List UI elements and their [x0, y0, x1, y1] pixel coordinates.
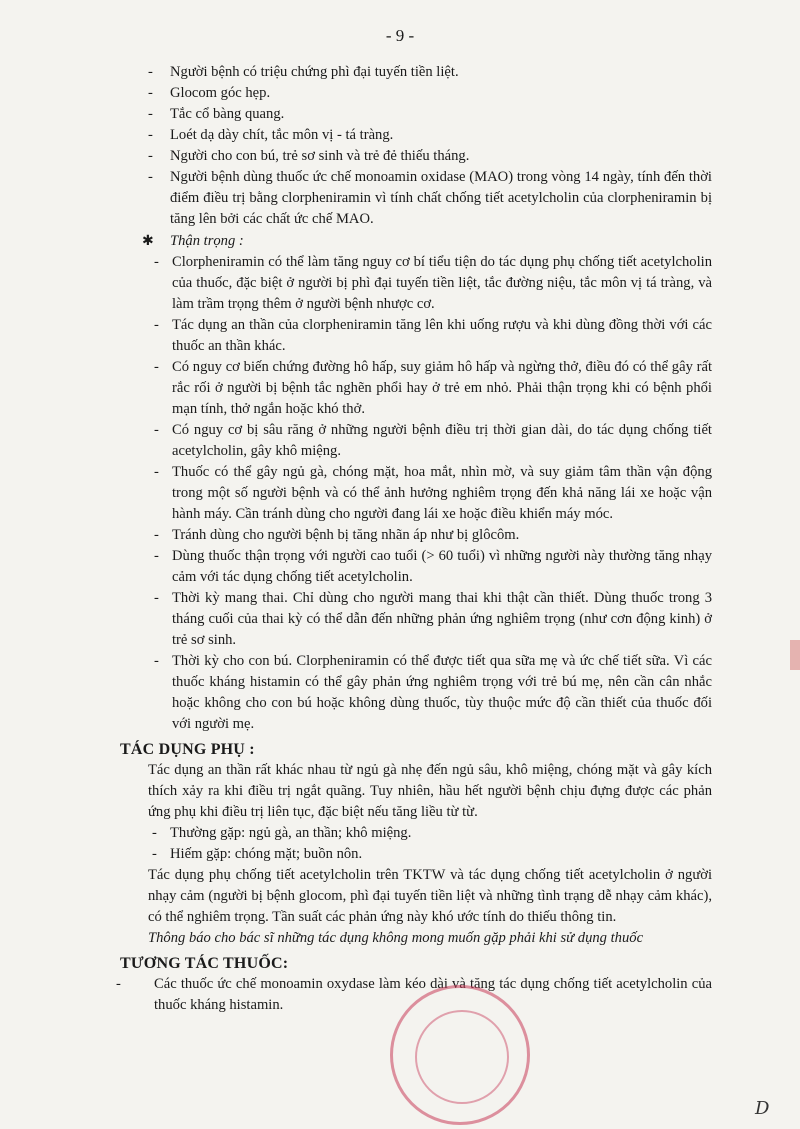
list-item: - Người cho con bú, trẻ sơ sinh và trẻ đẻ thiếu tháng.: [148, 148, 470, 164]
stamp-inner-ring: [415, 1010, 509, 1104]
list-item: - Thường gặp: ngủ gà, an thần; khô miệng.: [152, 825, 412, 841]
list-item: - Dùng thuốc thận trọng với người cao tuổi (> 60 tuổi) vì những người này thường tăng nhạy cảm với tác dụng chống tiết acetylcholin.: [154, 548, 712, 585]
list-item: - Thuốc có thể gây ngủ gà, chóng mặt, hoa mắt, nhìn mờ, và suy giảm tâm thần vận động trong một số người bệnh và có thể ảnh hưởng nghiêm trọng đến khả năng lái xe hoặc vận hành máy. Cần tránh dùng cho người đang lái xe hoặc điều khiển máy móc.: [154, 464, 712, 522]
signature: D: [755, 1098, 770, 1119]
side-effects-detail: Tác dụng phụ chống tiết acetylcholin trên TKTW và tác dụng chống tiết acetylcholin ở người nhạy cảm (người bị bệnh glocom, phì đại tuyến tiền liệt và những tình trạng dễ nhạy cảm khác), có thể nghiêm trọng. Tần suất các phản ứng này khó ước tính do thiếu thông tin.: [148, 867, 712, 925]
list-item: - Người bệnh có triệu chứng phì đại tuyến tiền liệt.: [148, 64, 459, 80]
caution-list: [112, 252, 712, 735]
side-effects-heading: TÁC DỤNG PHỤ :: [120, 741, 255, 758]
list-item: - Hiếm gặp: chóng mặt; buồn nôn.: [152, 846, 363, 862]
document-body: [112, 62, 712, 1016]
company-stamp: [390, 985, 530, 1125]
list-item: - Có nguy cơ bị sâu răng ở những người bệnh điều trị thời gian dài, do tác dụng chống tiết acetylcholin, gây khô miệng.: [154, 422, 712, 459]
list-item: - Clorpheniramin có thể làm tăng nguy cơ bí tiểu tiện do tác dụng phụ chống tiết acetylcholin của thuốc, đặc biệt ở người bị phì đại tuyến tiền liệt, tắc đường niệu, tắc môn vị tá tràng, và làm trầm trọng thêm ở người bệnh nhược cơ.: [154, 254, 712, 312]
asterisk-icon: ✱: [142, 234, 154, 249]
list-item: - Tác dụng an thần của clorpheniramin tăng lên khi uống rượu và khi dùng đồng thời với các thuốc an thần khác.: [154, 317, 712, 354]
list-item: - Tắc cổ bàng quang.: [148, 106, 285, 122]
report-note: Thông báo cho bác sĩ những tác dụng không mong muốn gặp phải khi sử dụng thuốc: [148, 930, 644, 946]
list-item: - Thời kỳ mang thai. Chỉ dùng cho người mang thai khi thật cần thiết. Dùng thuốc trong 3 tháng cuối của thai kỳ có thể dẫn đến những phản ứng nghiêm trọng (như cơn động kinh) ở trẻ sơ sinh.: [154, 590, 712, 648]
list-item: - Các thuốc ức chế monoamin oxydase làm kéo dài và tăng tác dụng chống tiết acetylcholin của thuốc kháng histamin.: [116, 976, 712, 1013]
page-number: - 9 -: [385, 26, 415, 45]
list-item: - Glocom góc hẹp.: [148, 85, 271, 101]
side-effects-intro: Tác dụng an thần rất khác nhau từ ngủ gà nhẹ đến ngủ sâu, khô miệng, chóng mặt và gây kích thích xảy ra khi điều trị ngắt quãng. Tuy nhiên, hầu hết người bệnh chịu đựng được các phản ứng phụ khi điều trị liên tục, đặc biệt nếu tăng liều từ từ.: [148, 762, 712, 820]
list-item: - Thời kỳ cho con bú. Clorpheniramin có thể được tiết qua sữa mẹ và ức chế tiết sữa. Vì các thuốc kháng histamin có thể gây phản ứng nghiêm trọng với trẻ bú mẹ, nên cần cân nhắc hoặc không cho con bú hoặc không dùng thuốc, tùy thuộc mức độ cần thiết của thuốc đối với người mẹ.: [154, 653, 712, 732]
list-item: - Loét dạ dày chít, tắc môn vị - tá tràng.: [148, 127, 394, 143]
list-item: - Người bệnh dùng thuốc ức chế monoamin oxidase (MAO) trong vòng 14 ngày, tính đến thời điểm điều trị bằng clorpheniramin vì tính chất chống tiết acetylcholin của clorpheniramin bị tăng lên bởi các chất ức chế MAO.: [148, 169, 712, 227]
list-item: - Có nguy cơ biến chứng đường hô hấp, suy giảm hô hấp và ngừng thở, điều đó có thể gây rất rắc rối ở người bị bệnh tắc nghẽn phổi hay ở trẻ em nhỏ. Phải thận trọng khi có bệnh phổi mạn tính, thở ngắn hoặc khó thở.: [154, 359, 712, 417]
contraindication-list: [112, 62, 712, 230]
caution-heading: ✱ Thận trọng :: [112, 231, 712, 252]
list-item: - Tránh dùng cho người bệnh bị tăng nhãn áp như bị glôcôm.: [154, 527, 520, 543]
margin-mark: [790, 640, 800, 670]
interactions-heading: TƯƠNG TÁC THUỐC:: [120, 955, 289, 972]
